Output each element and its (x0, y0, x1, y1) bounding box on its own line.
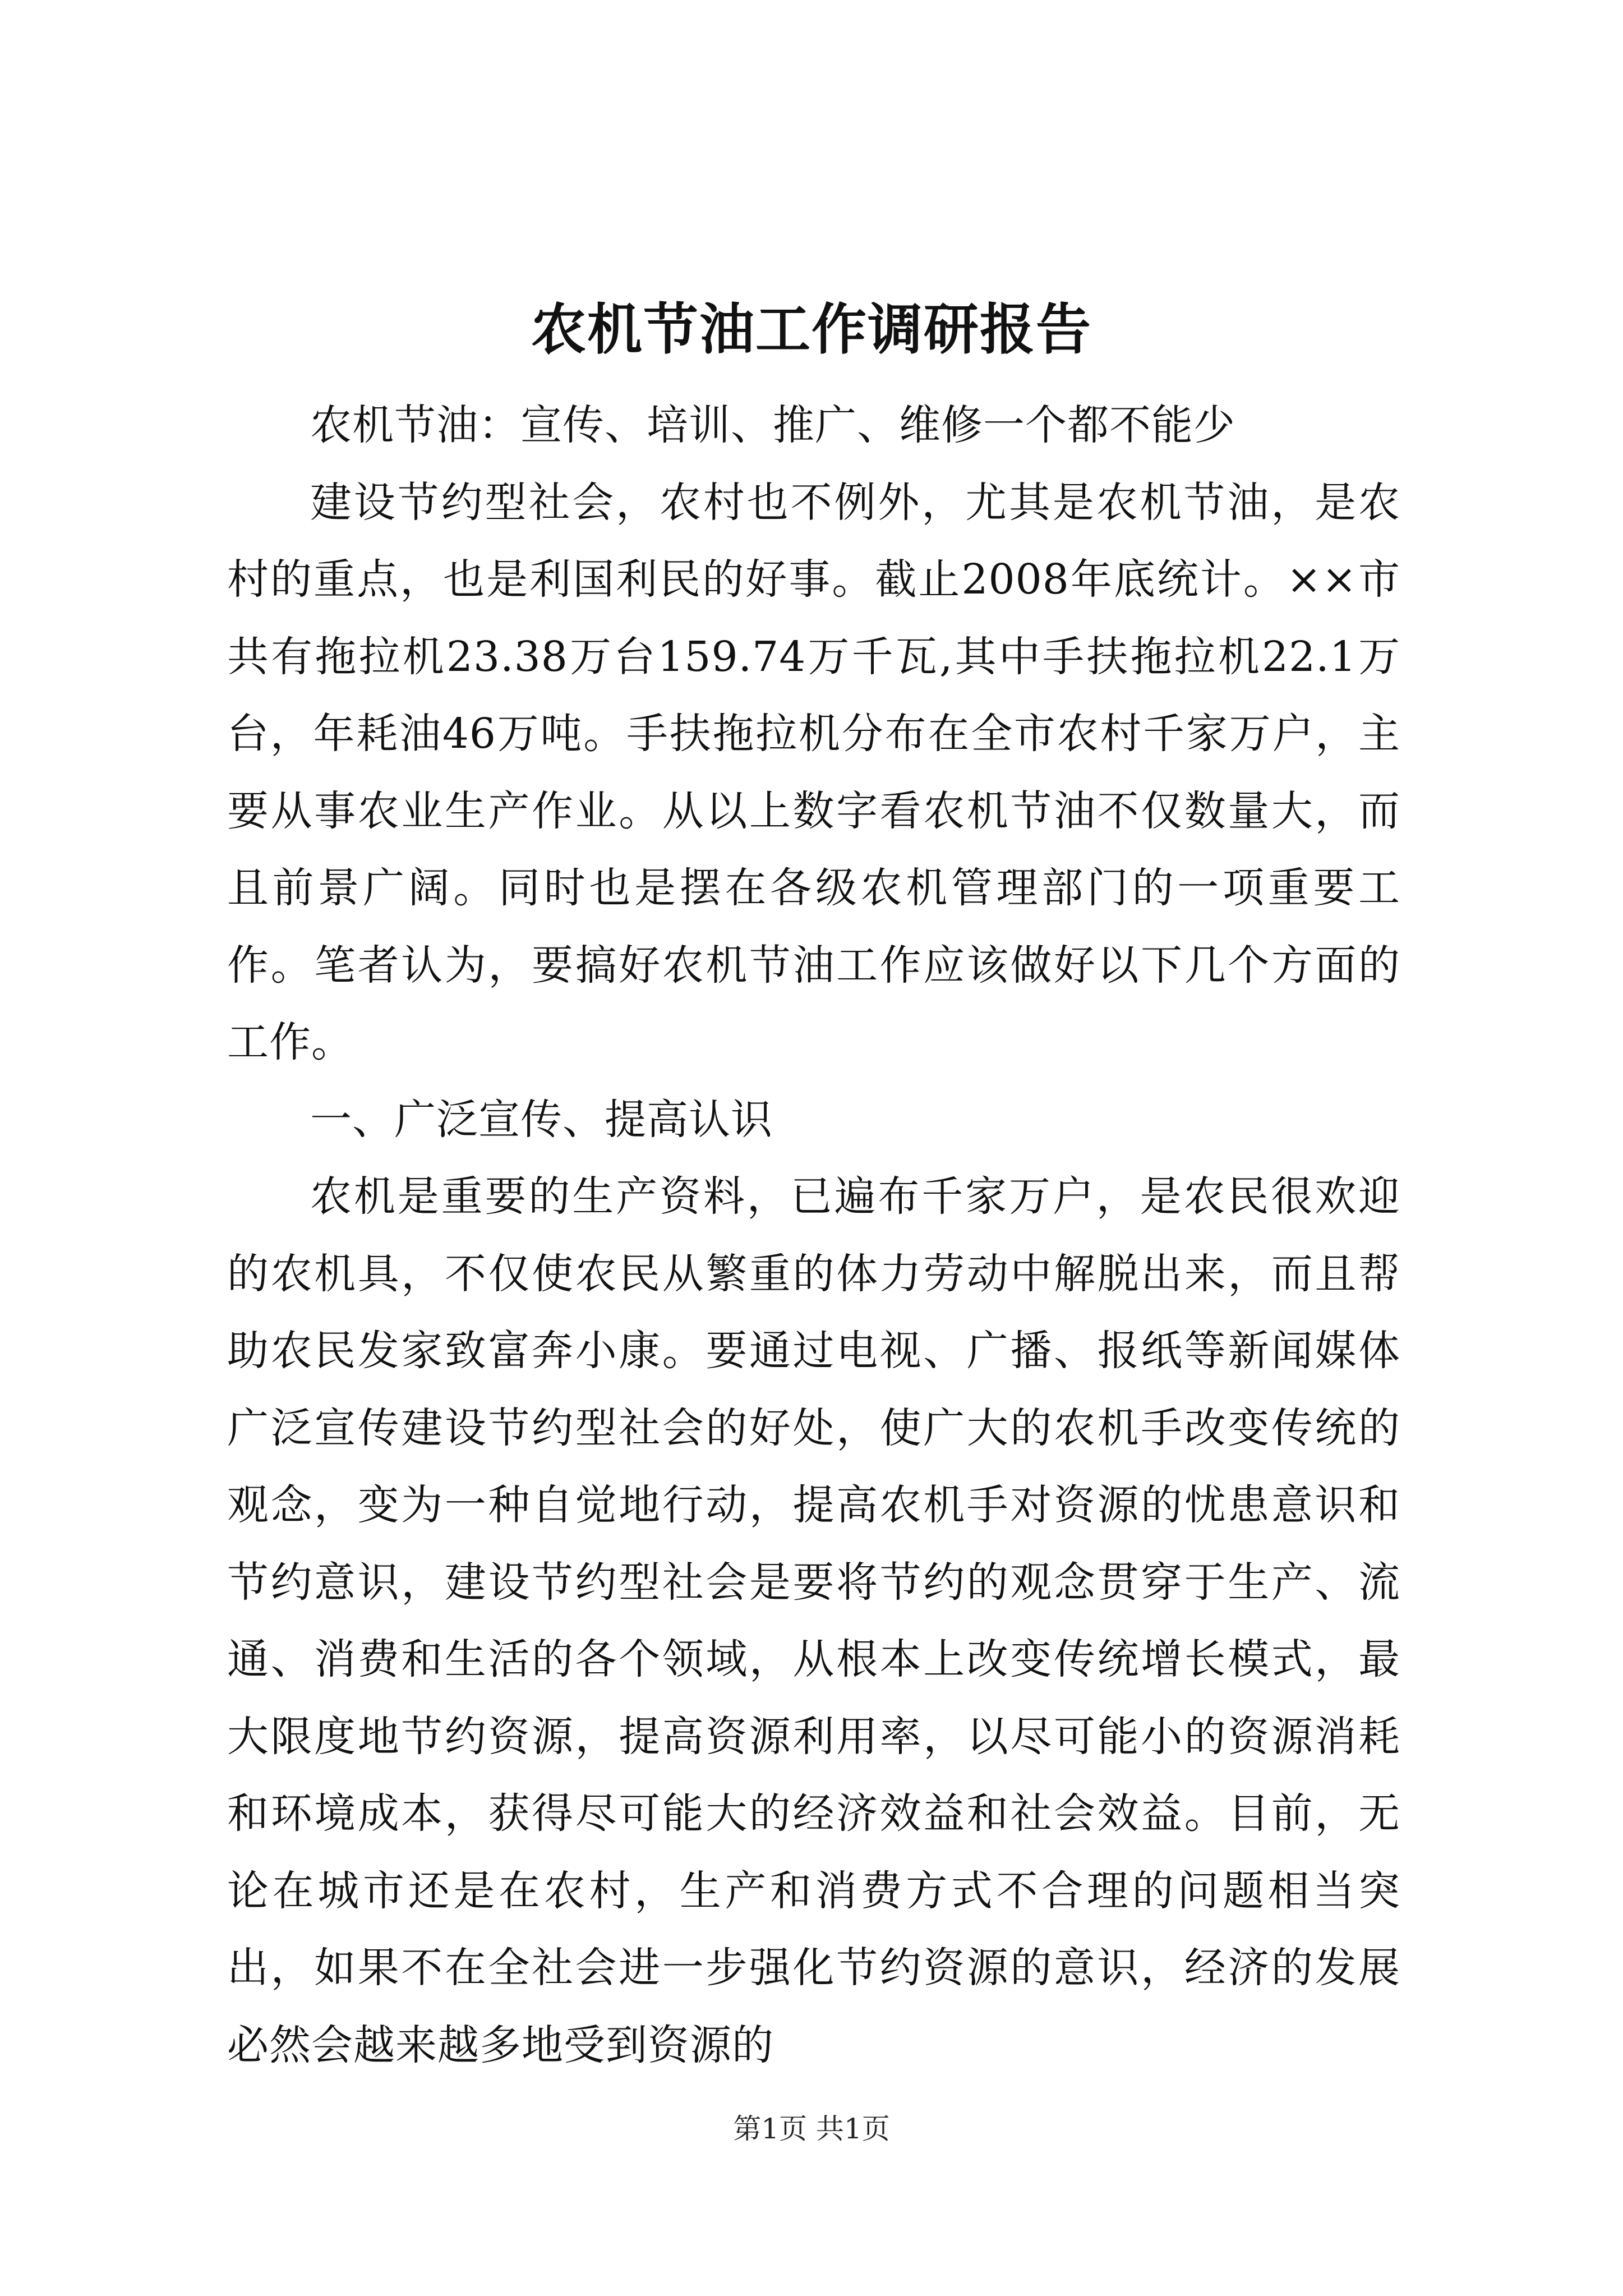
document-title: 农机节油工作调研报告 (531, 297, 1092, 362)
section-paragraph: 农机是重要的生产资料，已遍布千家万户，是农民很欢迎的农机具，不仅使农民从繁重的体力劳动中解脱出来，而且帮助农民发家致富奔小康。要通过电视、广播、报纸等新闻媒体广泛宣传建设节约型社会的好处，使广大的农机手改变传统的观念，变为一种自觉地行动，提高农机手对资源的忧患意识和节约意识，建设节约型社会是要将节约的观念贯穿于生产、流通、消费和生活的各个领域，从根本上改变传统增长模式，最大限度地节约资源，提高资源利用率，以尽可能小的资源消耗和环境成本，获得尽可能大的经济效益和社会效益。目前，无论在城市还是在农村，生产和消费方式不合理的问题相当突出，如果不在全社会进一步强化节约资源的意识，经济的发展必然会越来越多地受到资源的 (227, 1172, 1400, 2069)
intro-paragraph: 建设节约型社会，农村也不例外，尤其是农机节油，是农村的重点，也是利国利民的好事。截止2008年底统计。××市共有拖拉机23.38万台159.74万千瓦,其中手扶拖拉机22.1万台，年耗油46万吨。手扶拖拉机分布在全市农村千家万户，主要从事农业生产作业。从以上数字看农机节油不仅数量大，而且前景广阔。同时也是摆在各级农机管理部门的一项重要工作。笔者认为，要搞好农机节油工作应该做好以下几个方面的工作。 (227, 478, 1400, 1066)
page-footer: 第1页 共1页 (733, 2113, 890, 2145)
section-heading: 一、广泛宣传、提高认识 (310, 1095, 773, 1144)
document-body (227, 387, 1400, 2084)
subtitle-paragraph: 农机节油：宣传、培训、推广、维修一个都不能少 (310, 401, 1235, 449)
